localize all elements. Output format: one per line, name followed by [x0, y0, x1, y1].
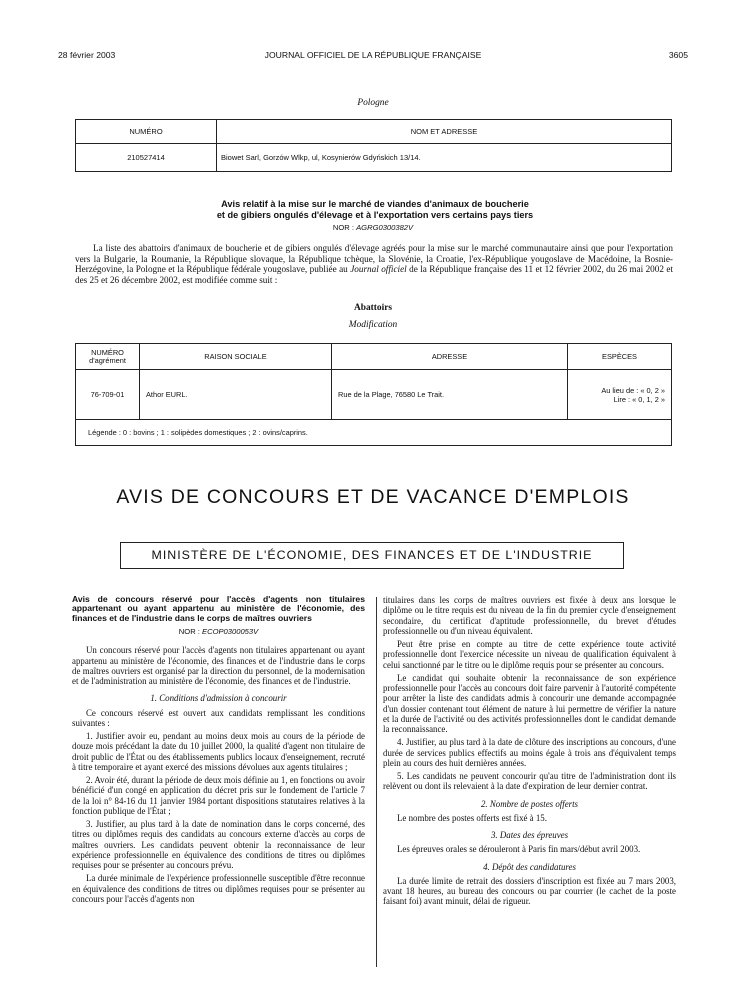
section-heading-text: 2. Nombre de postes offerts	[480, 798, 579, 809]
table-row	[76, 370, 672, 420]
concours-intro: Un concours réservé pour l'accès d'agents non titulaires appartenant ou ayant appartenu au ministère de l'économie, des finances et de l'industrie dans le corps de maîtres ouvriers est organisé par la direction du personnel, de la modernisation et de l'administration au ministère de l'économie, des finances et de l'industrie.	[72, 645, 365, 687]
cell-especes	[568, 370, 672, 420]
col-numero-line2: d'agrément	[89, 355, 126, 365]
paragraph: 4. Justifier, au plus tard à la date de clôture des inscriptions au concours, d'une durée de services publics effectifs au moins égale à trois ans d'équivalent temps plein au cours des huit dernières années.	[383, 737, 676, 768]
nor-label: NOR :	[178, 627, 200, 637]
nor-label: NOR :	[332, 223, 354, 232]
concours-nor	[72, 627, 365, 637]
especes-line1: Au lieu de : « 0, 2 »	[601, 385, 665, 395]
pologne-table	[75, 119, 672, 172]
col-especes: ESPÈCES	[568, 344, 672, 370]
paragraph: Le nombre des postes offerts est fixé à 15.	[397, 812, 547, 823]
section-heading-text: 3. Dates des épreuves	[490, 830, 569, 840]
col-numero-agrement	[76, 344, 140, 370]
avis1-title-line2: et de gibiers ongulés d'élevage et à l'exportation vers certains pays tiers	[216, 209, 534, 220]
table-row	[76, 144, 672, 172]
cell-raison: Athor EURL.	[140, 370, 332, 420]
col-nom-adresse: NOM ET ADRESSE	[217, 120, 672, 144]
avis1-paragraph	[75, 243, 673, 285]
paragraph: titulaires dans les corps de maîtres ouvriers est fixée à deux ans lorsque le diplôme ou le titre requis est du niveau de la fin du premier cycle d'enseignement secondaire, du certificat d'aptitude professionnelle, du brevet d'études professionnelle ou d'un niveau équivalent.	[383, 595, 676, 636]
abattoirs-table	[75, 343, 672, 446]
cell-numero: 76-709-01	[76, 370, 140, 420]
header-journal-title: JOURNAL OFFICIEL DE LA RÉPUBLIQUE FRANÇAISE	[264, 50, 482, 60]
paragraph: La durée limite de retrait des dossiers d'inscription est fixée au 7 mars 2003, avant 18 heures, au bureau des concours ou par courrier (le cachet de la poste faisant foi) avant minuit, délai de rigueur.	[383, 875, 676, 907]
paragraph: La durée minimale de l'expérience professionnelle susceptible d'être reconnue en équivalence des conditions de titres ou diplômes requises pour se présenter au concours pour l'accès d'agents non	[72, 873, 365, 904]
modification-heading: Modification	[348, 320, 398, 330]
journal-officiel-italic: Journal officiel	[350, 264, 407, 275]
right-column	[383, 595, 676, 910]
paragraph: 1. Justifier avoir eu, pendant au moins deux mois au cours de la période de douze mois précédant la date du 10 juillet 2000, la qualité d'agent non titulaire de droit public de l'État ou des établissements publics locaux d'enseignement, recruté à titre temporaire et ayant exercé des missions dévolues aux agents titulaires ;	[72, 731, 365, 772]
paragraph: Ce concours réservé est ouvert aux candidats remplissant les conditions suivantes :	[72, 707, 365, 728]
cell-nom-adresse: Biowet Sarl, Gorzów Wlkp, ul, Kosynierów Gdyńskich 13/14.	[217, 144, 672, 172]
abattoirs-heading: Abattoirs	[353, 303, 393, 313]
avis1-paragraph-a: La liste des abattoirs d'animaux de boucherie et de gibiers ongulés d'élevage agréés pour la mise sur le marché communautaire ainsi que pour l'exportation vers la Bulgarie, la Roumanie, la République slovaque, la République tchèque, la Slovénie, la Croatie, l'ex-République yougoslave de Macédoine, la Bosnie-Herzégovine, la Pologne et la République fédérale yougoslave, publiée au	[75, 243, 673, 275]
section-heading-text: 1. Conditions d'admission à concourir	[150, 693, 287, 704]
section-heading	[383, 830, 676, 840]
page-header	[58, 50, 688, 64]
col-numero: NUMÉRO	[76, 120, 217, 144]
header-page-number: 3605	[668, 50, 688, 60]
paragraph: 2. Avoir été, durant la période de deux mois définie au 1, en fonctions ou avoir bénéficié d'un congé en application du décret pris sur le fondement de l'article 7 de la loi n° 84-16 du 11 janvier 1984 portant dispositions statutaires relatives à la fonction publique de l'État ;	[72, 775, 365, 816]
table-legend: Légende : 0 : bovins ; 1 : solipèdes domestiques ; 2 : ovins/caprins.	[76, 420, 672, 446]
section-heading	[383, 799, 676, 809]
column-divider	[376, 597, 377, 967]
especes-line2: Lire : « 0, 1, 2 »	[613, 394, 665, 404]
paragraph: 5. Les candidats ne peuvent concourir qu'au titre de l'administration dont ils relèvent ou dont ils relevaient à la date d'expiration de leur dernier contrat.	[383, 771, 676, 792]
section-heading-text: 4. Dépôt des candidatures	[483, 861, 576, 872]
header-date: 28 février 2003	[58, 50, 116, 60]
nor-code: ECOP0300053V	[202, 627, 259, 637]
paragraph: 3. Justifier, au plus tard à la date de nomination dans le corps concerné, des titres ou diplômes requis des candidats au concours externe d'accès au corps de maîtres ouvriers. Les candidats peuvent obtenir la reconnaissance de leur expérience professionnelle en équivalence des conditions de titres ou diplômes requises pour se présenter au concours prévu.	[72, 819, 365, 871]
avis1-nor	[58, 223, 688, 232]
avis1-title-line1: Avis relatif à la mise sur le marché de viandes d'animaux de boucherie	[221, 199, 529, 209]
avis1-paragraph-b: de la République française des 11 et 12 février 2002, du 26 mai 2002 et des 25 et 26 décembre 2002, est modifiée comme suit :	[75, 264, 674, 285]
cell-adresse: Rue de la Plage, 76580 Le Trait.	[332, 370, 568, 420]
paragraph: Peut être prise en compte au titre de cette expérience toute activité professionnelle dont l'exercice nécessite un niveau de qualification équivalent à celui sanctionné par le titre ou le diplôme requis pour se présenter au concours.	[383, 639, 676, 670]
avis1-title	[120, 199, 630, 220]
paragraph: Le candidat qui souhaite obtenir la reconnaissance de son expérience professionnelle pour l'accès au concours doit faire parvenir à l'autorité compétente pour arrêter la liste des candidats admis à concourir une demande accompagnée d'un dossier contenant tout élément de nature à lui permettre de vérifier la nature et la durée de l'activité ou des activités professionnelles dont le candidat demande la reconnaissance.	[383, 672, 676, 734]
left-column	[72, 595, 365, 907]
ministry-banner: MINISTÈRE DE L'ÉCONOMIE, DES FINANCES ET DE L'INDUSTRIE	[120, 542, 624, 569]
col-numero-line1: NUMÉRO	[91, 347, 124, 357]
paragraph: Les épreuves orales se dérouleront à Paris fin mars/début avril 2003.	[397, 844, 641, 855]
col-adresse: ADRESSE	[332, 344, 568, 370]
concours-title: Avis de concours réservé pour l'accès d'agents non titulaires appartenant ou ayant appartenu au ministère de l'économie, des finances et de l'industrie dans le corps de maîtres ouvriers	[72, 594, 365, 623]
section-title: AVIS DE CONCOURS ET DE VACANCE D'EMPLOIS	[116, 486, 630, 508]
nor-code: AGRG0300382V	[356, 223, 414, 232]
section-heading	[72, 693, 365, 703]
col-raison-sociale: RAISON SOCIALE	[140, 344, 332, 370]
section-heading	[383, 862, 676, 872]
pologne-caption: Pologne	[357, 98, 389, 108]
cell-numero: 210527414	[76, 144, 217, 172]
